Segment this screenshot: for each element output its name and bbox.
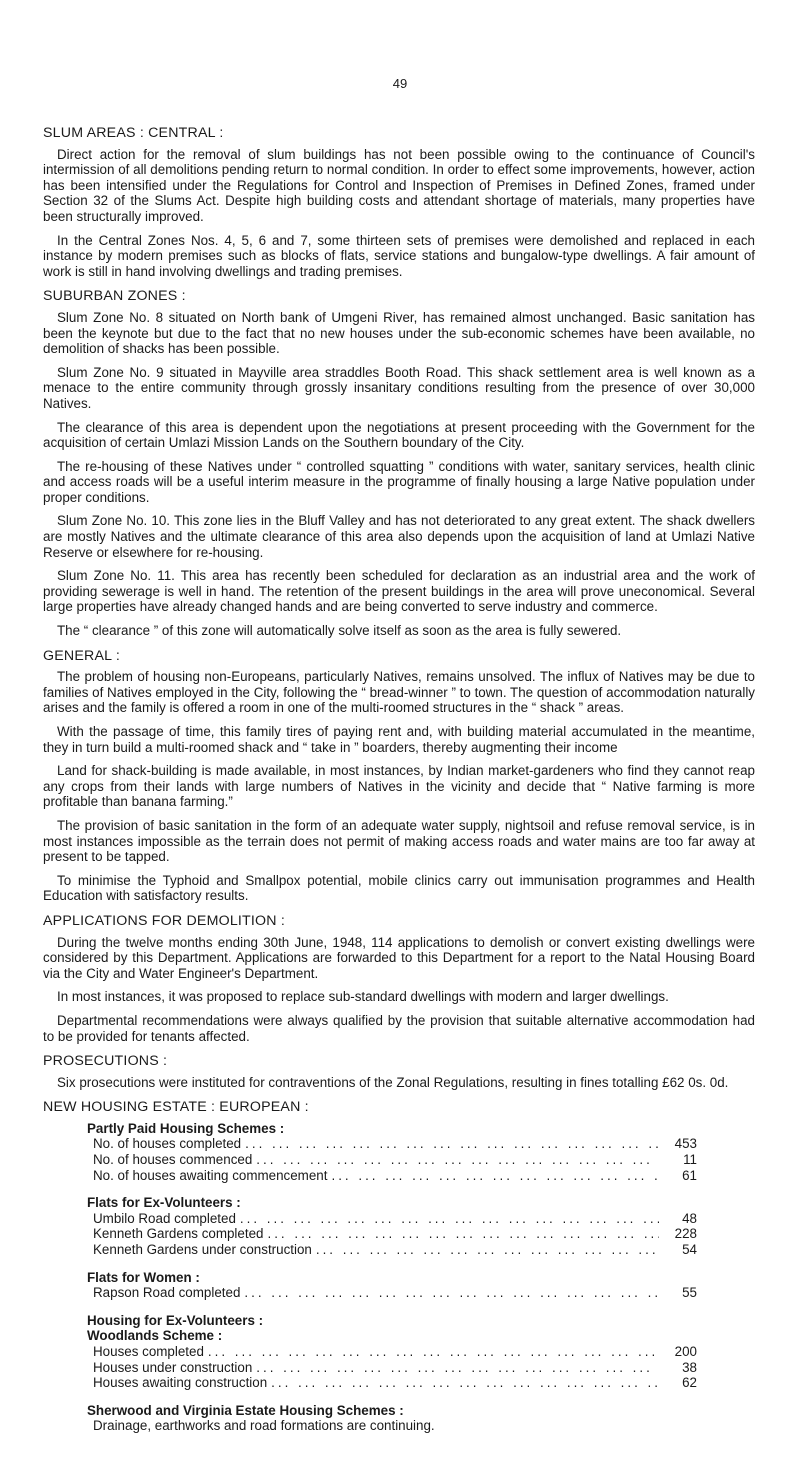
- item-label: Kenneth Gardens under construction: [93, 1242, 312, 1258]
- group-subtitle: Woodlands Scheme :: [87, 1328, 223, 1344]
- item-value: 228: [674, 1226, 697, 1242]
- section-heading: SLUM AREAS : CENTRAL :: [43, 125, 224, 141]
- leader-dots: [256, 1152, 659, 1168]
- estate-group: [87, 1195, 755, 1257]
- section-heading: NEW HOUSING ESTATE : EUROPEAN :: [43, 1099, 309, 1116]
- document-body: [43, 126, 755, 1444]
- list-item: [93, 1211, 697, 1227]
- item-label: Rapson Road completed: [93, 1285, 241, 1301]
- paragraph: In the Central Zones Nos. 4, 5, 6 and 7, some thirteen sets of premises were demolished and replaced in each instance by modern premises such as blocks of flats, service stations and bungalow-type dwellings. A fair amount of work is still in hand involving dwellings and trading premises.: [43, 232, 755, 279]
- list-item: [93, 1375, 697, 1391]
- item-label: Houses completed: [93, 1344, 204, 1359]
- paragraph: The re-housing of these Natives under “ controlled squatting ” conditions with water, sanitary services, health clinic and access roads will be a useful interim measure in the programme of finally housing a large Native population under proper conditions.: [43, 458, 755, 505]
- group-title: Sherwood and Virginia Estate Housing Schemes :: [87, 1402, 404, 1418]
- section-slum-areas-central: [43, 126, 755, 279]
- section-applications-for-demolition: [43, 914, 755, 1044]
- list-item: [93, 1242, 697, 1258]
- estate-listing: [87, 1121, 755, 1434]
- list-item: [93, 1152, 697, 1168]
- section-heading: PROSECUTIONS :: [43, 1053, 168, 1070]
- item-value: 11: [683, 1152, 697, 1168]
- item-label: Kenneth Gardens completed: [93, 1226, 264, 1242]
- item-label: No. of houses commenced: [93, 1152, 253, 1168]
- paragraph: Slum Zone No. 10. This zone lies in the Bluff Valley and has not deteriorated to any great extent. The shack dwellers are mostly Natives and the ultimate clearance of this area also depends upon the acquisition of land at Umlazi Native Reserve or elsewhere for re-housing.: [43, 513, 755, 560]
- item-value: 200: [674, 1344, 697, 1359]
- closing-text: Drainage, earthworks and road formations are continuing.: [93, 1418, 435, 1434]
- leader-dots: [240, 1211, 659, 1227]
- item-value: 453: [674, 1136, 697, 1152]
- group-title: Flats for Ex-Volunteers :: [87, 1195, 241, 1211]
- list-item: [93, 1360, 697, 1376]
- section-heading: APPLICATIONS FOR DEMOLITION :: [43, 912, 286, 929]
- list-item: [93, 1136, 697, 1152]
- item-label: Houses under construction: [93, 1359, 253, 1375]
- item-value: 48: [682, 1210, 697, 1226]
- section-general: [43, 649, 755, 904]
- page-number: 49: [392, 76, 408, 91]
- item-label: No. of houses awaiting commencement: [93, 1167, 328, 1183]
- paragraph: Slum Zone No. 8 situated on North bank of Umgeni River, has remained almost unchanged. Basic sanitation has been the keynote but due to the fact that no new houses under the sub-economic schemes have been available, no demolition of shacks has been possible.: [43, 309, 755, 357]
- section-prosecutions: [43, 1054, 755, 1090]
- section-heading: SUBURBAN ZONES :: [43, 288, 186, 305]
- estate-group: [87, 1270, 755, 1301]
- group-title: Flats for Women :: [87, 1269, 200, 1285]
- paragraph: Land for shack-building is made available, in most instances, by Indian market-gardeners who find they cannot reap any crops from their lands with large numbers of Natives in the vicinity and decide that “ Native farming is more profitable than banana farming.”: [43, 763, 755, 810]
- item-label: No. of houses completed: [93, 1136, 242, 1152]
- paragraph: The problem of housing non-Europeans, particularly Natives, remains unsolved. The influx of Natives may be due to families of Natives employed in the City, following the “ bread-winner ” to town. The question of accommodation naturally arises and the family is offered a room in one of the multi-roomed structures in the “ shack ” areas.: [43, 669, 755, 716]
- leader-dots: [271, 1375, 659, 1391]
- paragraph: Departmental recommendations were always qualified by the provision that suitable alternative accommodation had to be provided for tenants affected.: [43, 1012, 755, 1044]
- leader-dots: [316, 1242, 659, 1258]
- list-item: [93, 1344, 697, 1360]
- section-suburban-zones: [43, 289, 755, 638]
- paragraph: With the passage of time, this family tires of paying rent and, with building material accumulated in the meantime, they in turn build a multi-roomed shack and “ take in ” boarders, thereby augmenting their income: [43, 724, 755, 755]
- leader-dots: [244, 1285, 659, 1301]
- leader-dots: [245, 1136, 659, 1152]
- item-value: 61: [682, 1167, 697, 1183]
- paragraph: The “ clearance ” of this zone will automatically solve itself as soon as the area is fully sewered.: [57, 623, 622, 639]
- paragraph: In most instances, it was proposed to replace sub-standard dwellings with modern and larger dwellings.: [57, 989, 669, 1005]
- paragraph: The clearance of this area is dependent upon the negotiations at present proceeding with the Government for the acquisition of certain Umlazi Mission Lands on the Southern boundary of the City.: [43, 419, 755, 451]
- section-new-housing-estate: [43, 1100, 755, 1434]
- paragraph: Slum Zone No. 9 situated in Mayville area straddles Booth Road. This shack settlement area is well known as a menace to the entire community through grossly insanitary conditions resulting from the presence of over 30,000 Natives.: [43, 364, 755, 411]
- leader-dots: [208, 1344, 659, 1360]
- list-item: [93, 1285, 697, 1301]
- paragraph: Six prosecutions were instituted for contraventions of the Zonal Regulations, resulting in fines totalling £62 0s. 0d.: [57, 1074, 729, 1090]
- paragraph: The provision of basic sanitation in the form of an adequate water supply, nightsoil and refuse removal service, is in most instances impossible as the terrain does not permit of making access roads and water mains are too far away at present to be tapped.: [43, 817, 755, 865]
- estate-group: [87, 1313, 755, 1391]
- group-title: Partly Paid Housing Schemes :: [87, 1120, 285, 1136]
- estate-group: [87, 1121, 755, 1183]
- paragraph: To minimise the Typhoid and Smallpox potential, mobile clinics carry out immunisation programmes and Health Education with satisfactory results.: [43, 872, 755, 904]
- item-label: Houses awaiting construction: [93, 1375, 268, 1391]
- item-value: 62: [682, 1375, 697, 1391]
- leader-dots: [256, 1360, 659, 1376]
- section-heading: GENERAL :: [43, 647, 120, 664]
- item-value: 38: [682, 1359, 697, 1375]
- item-label: Umbilo Road completed: [93, 1210, 236, 1226]
- item-value: 54: [682, 1242, 697, 1258]
- paragraph: Direct action for the removal of slum buildings has not been possible owing to the continuance of Council's intermission of all demolitions pending return to normal condition. In order to effect some improvements, however, action has been intensified under the Regulations for Control and Inspection of Premises in Defined Zones, framed under Section 32 of the Slums Act. Despite high building costs and attendant shortage of materials, many properties have been structurally improved.: [43, 146, 755, 224]
- item-value: 55: [682, 1285, 697, 1301]
- list-item: [93, 1168, 697, 1184]
- group-title: Housing for Ex-Volunteers :: [87, 1312, 264, 1328]
- leader-dots: [331, 1168, 659, 1184]
- paragraph: During the twelve months ending 30th June, 1948, 114 applications to demolish or convert existing dwellings were considered by this Department. Applications are forwarded to this Department for a report to the Natal Housing Board via the City and Water Engineer's Department.: [43, 934, 755, 981]
- leader-dots: [267, 1226, 659, 1242]
- paragraph: Slum Zone No. 11. This area has recently been scheduled for declaration as an industrial area and the work of providing sewerage is well in hand. The retention of the present buildings in the area will prove uneconomical. Several large properties have already changed hands and are being converted to serve industry and commerce.: [43, 568, 755, 615]
- list-item: [93, 1226, 697, 1242]
